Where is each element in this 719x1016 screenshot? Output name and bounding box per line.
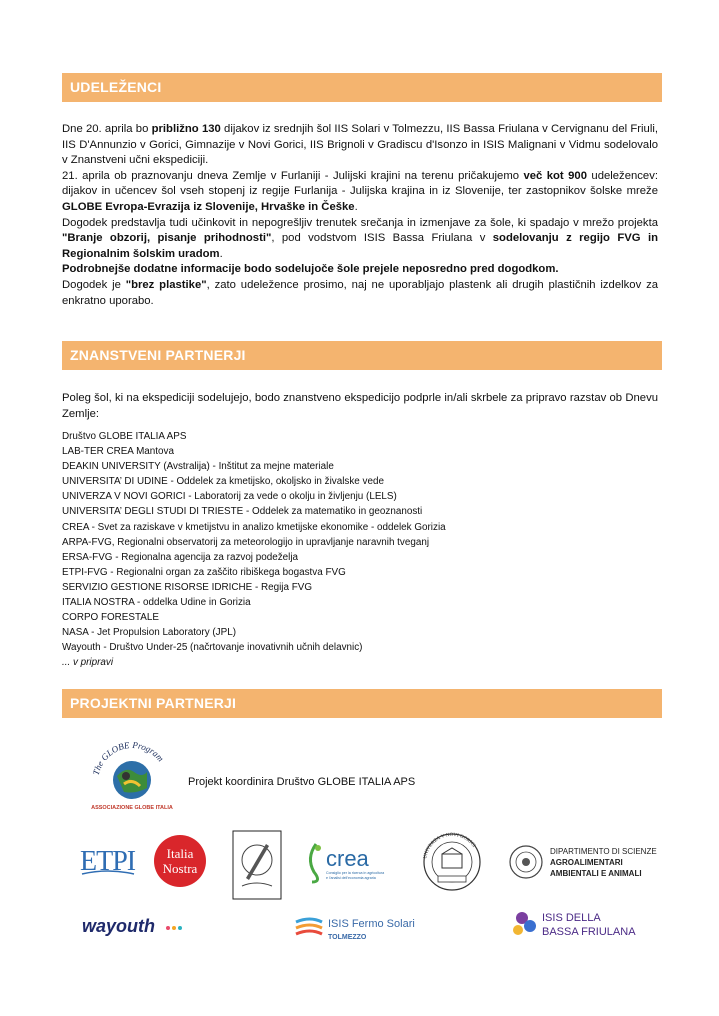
list-item: DEAKIN UNIVERSITY (Avstralija) - Inštitut za mejne materiale — [62, 461, 334, 473]
wayouth-logo — [80, 912, 190, 942]
section-header-znanstveni-partnerji: ZNANSTVENI PARTNERJI — [62, 341, 662, 370]
svg-text:AMBIENTALI E ANIMALI: AMBIENTALI E ANIMALI — [550, 869, 642, 878]
svg-text:Consiglio per la ricerca in ag: Consiglio per la ricerca in agricoltura — [326, 871, 385, 875]
participants-paragraph-1: Dne 20. aprila bo približno 130 dijakov iz srednjih šol IIS Solari v Tolmezzu, IIS Bassa Friulana v Cervignanu del Friuli, IIS D'Annunzio v Gorici, Gimnazije v Novi Gorici, IIS Brignoli v Gradiscu d'Isonzo in ISIS Malignani v Vidmu sodelovalo v Znanstveni učni ekspediciji. — [62, 123, 658, 167]
svg-text:UNIVERZA V NOVI GORICI: UNIVERZA V NOVI GORICI — [423, 832, 476, 860]
list-item: NASA - Jet Propulsion Laboratory (JPL) — [62, 627, 236, 639]
dipartimento-logo — [508, 842, 668, 882]
list-item: UNIVERZA V NOVI GORICI - Laboratorij za vede o okolju in življenju (LELS) — [62, 491, 397, 503]
list-item: LAB-TER CREA Mantova — [62, 446, 174, 458]
list-item: CREA - Svet za raziskave v kmetijstvu in analizo kmetijske ekonomike - oddelek Gorizia — [62, 521, 446, 533]
participants-paragraph-4: Podrobnejše dodatne informacije bodo sodelujoče šole prejele neposredno pred dogodkom. — [62, 263, 559, 276]
svg-text:wayouth: wayouth — [82, 916, 156, 936]
svg-text:Nostra: Nostra — [162, 861, 198, 876]
project-coordinator: Projekt koordinira Društvo GLOBE ITALIA APS — [188, 776, 416, 788]
isis-solari-logo — [292, 910, 432, 944]
svg-text:ETPI: ETPI — [80, 846, 136, 877]
list-item: CORPO FORESTALE — [62, 612, 159, 624]
etpi-logo — [78, 840, 138, 880]
isis-bassa-friulana-logo — [508, 906, 658, 942]
participants-paragraph-2: 21. aprila ob praznovanju dneva Zemlje v Furlaniji - Julijski krajini na terenu pričakujemo več kot 900 udeležencev: dijakov in učencev šol vseh stopenj iz regije Furlanija - Julijska krajina in iz Slovenije, ter zastopnikov šolske mreže GLOBE Evropa-Evrazija iz Slovenije, Hrvaške in Češke. — [62, 169, 658, 213]
participants-paragraph-5: Dogodek je "brez plastike", zato udeležence prosimo, naj ne uporabljajo plastenk ali drugih plastičnih izdelkov za enkratno uporabo. — [62, 278, 659, 307]
svg-text:BASSA FRIULANA: BASSA FRIULANA — [542, 926, 636, 938]
list-item: Društvo GLOBE ITALIA APS — [62, 431, 187, 442]
seal-pen-logo — [232, 830, 282, 900]
list-item: UNIVERSITA’ DEGLI STUDI DI TRIESTE - Oddelek za matematiko in geoznanosti — [62, 506, 423, 518]
svg-text:ISIS DELLA: ISIS DELLA — [542, 912, 601, 924]
italia-nostra-logo — [150, 833, 210, 889]
svg-text:ISIS Fermo Solari: ISIS Fermo Solari — [328, 918, 415, 930]
univerza-seal-logo — [416, 832, 488, 892]
list-item: Wayouth - Društvo Under-25 (načrtovanje inovativnih učnih delavnic) — [62, 642, 363, 654]
section-header-udelezenci: UDELEŽENCI — [62, 73, 662, 102]
svg-text:TOLMEZZO: TOLMEZZO — [328, 934, 367, 941]
list-item: ARPA-FVG, Regionalni observatorij za meteorologijo in upravljanje naravnih tveganj — [62, 536, 430, 548]
globe-italia-logo — [84, 732, 180, 812]
list-item: UNIVERSITA’ DI UDINE - Oddelek za kmetijsko, okoljsko in živalske vede — [62, 476, 384, 488]
list-item: SERVIZIO GESTIONE RISORSE IDRICHE - Regija FVG — [62, 581, 313, 593]
list-item: ERSA-FVG - Regionalna agencija za razvoj podeželja — [62, 551, 299, 563]
svg-text:Italia: Italia — [166, 846, 194, 861]
svg-text:AGROALIMENTARI: AGROALIMENTARI — [550, 858, 623, 867]
svg-text:The GLOBE Program: The GLOBE Program — [90, 739, 166, 777]
section-header-projektni-partnerji: PROJEKTNI PARTNERJI — [62, 689, 662, 718]
svg-text:e l'analisi dell'economia agra: e l'analisi dell'economia agraria — [326, 876, 376, 880]
svg-text:crea: crea — [326, 846, 369, 871]
list-item: ITALIA NOSTRA - oddelka Udine in Gorizia — [62, 597, 251, 609]
participants-text — [62, 122, 658, 309]
list-more: ... v pripravi — [62, 657, 114, 669]
list-item: ETPI-FVG - Regionalni organ za zaščito ribiškega bogastva FVG — [62, 566, 346, 578]
crea-logo — [302, 838, 398, 884]
svg-text:DIPARTIMENTO DI SCIENZE: DIPARTIMENTO DI SCIENZE — [550, 847, 657, 856]
partners-intro: Poleg šol, ki na ekspediciji sodelujejo, bodo znanstveno ekspedicijo podprle in/ali skrbele za pripravo razstav ob Dnevu Zemlje: — [62, 392, 658, 420]
participants-paragraph-3: Dogodek predstavlja tudi učinkovit in nepogrešljiv trenutek srečanja in izmenjave za šole, ki spadajo v mrežo projekta "Branje obzorij, pisanje prihodnosti", pod vodstvom ISIS Bassa Friulana v sodelovanju z regijo FVG in Regionalnim šolskim uradom. — [62, 216, 658, 260]
partners-list — [62, 429, 662, 671]
svg-text:ASSOCIAZIONE GLOBE ITALIA: ASSOCIAZIONE GLOBE ITALIA — [91, 805, 173, 811]
